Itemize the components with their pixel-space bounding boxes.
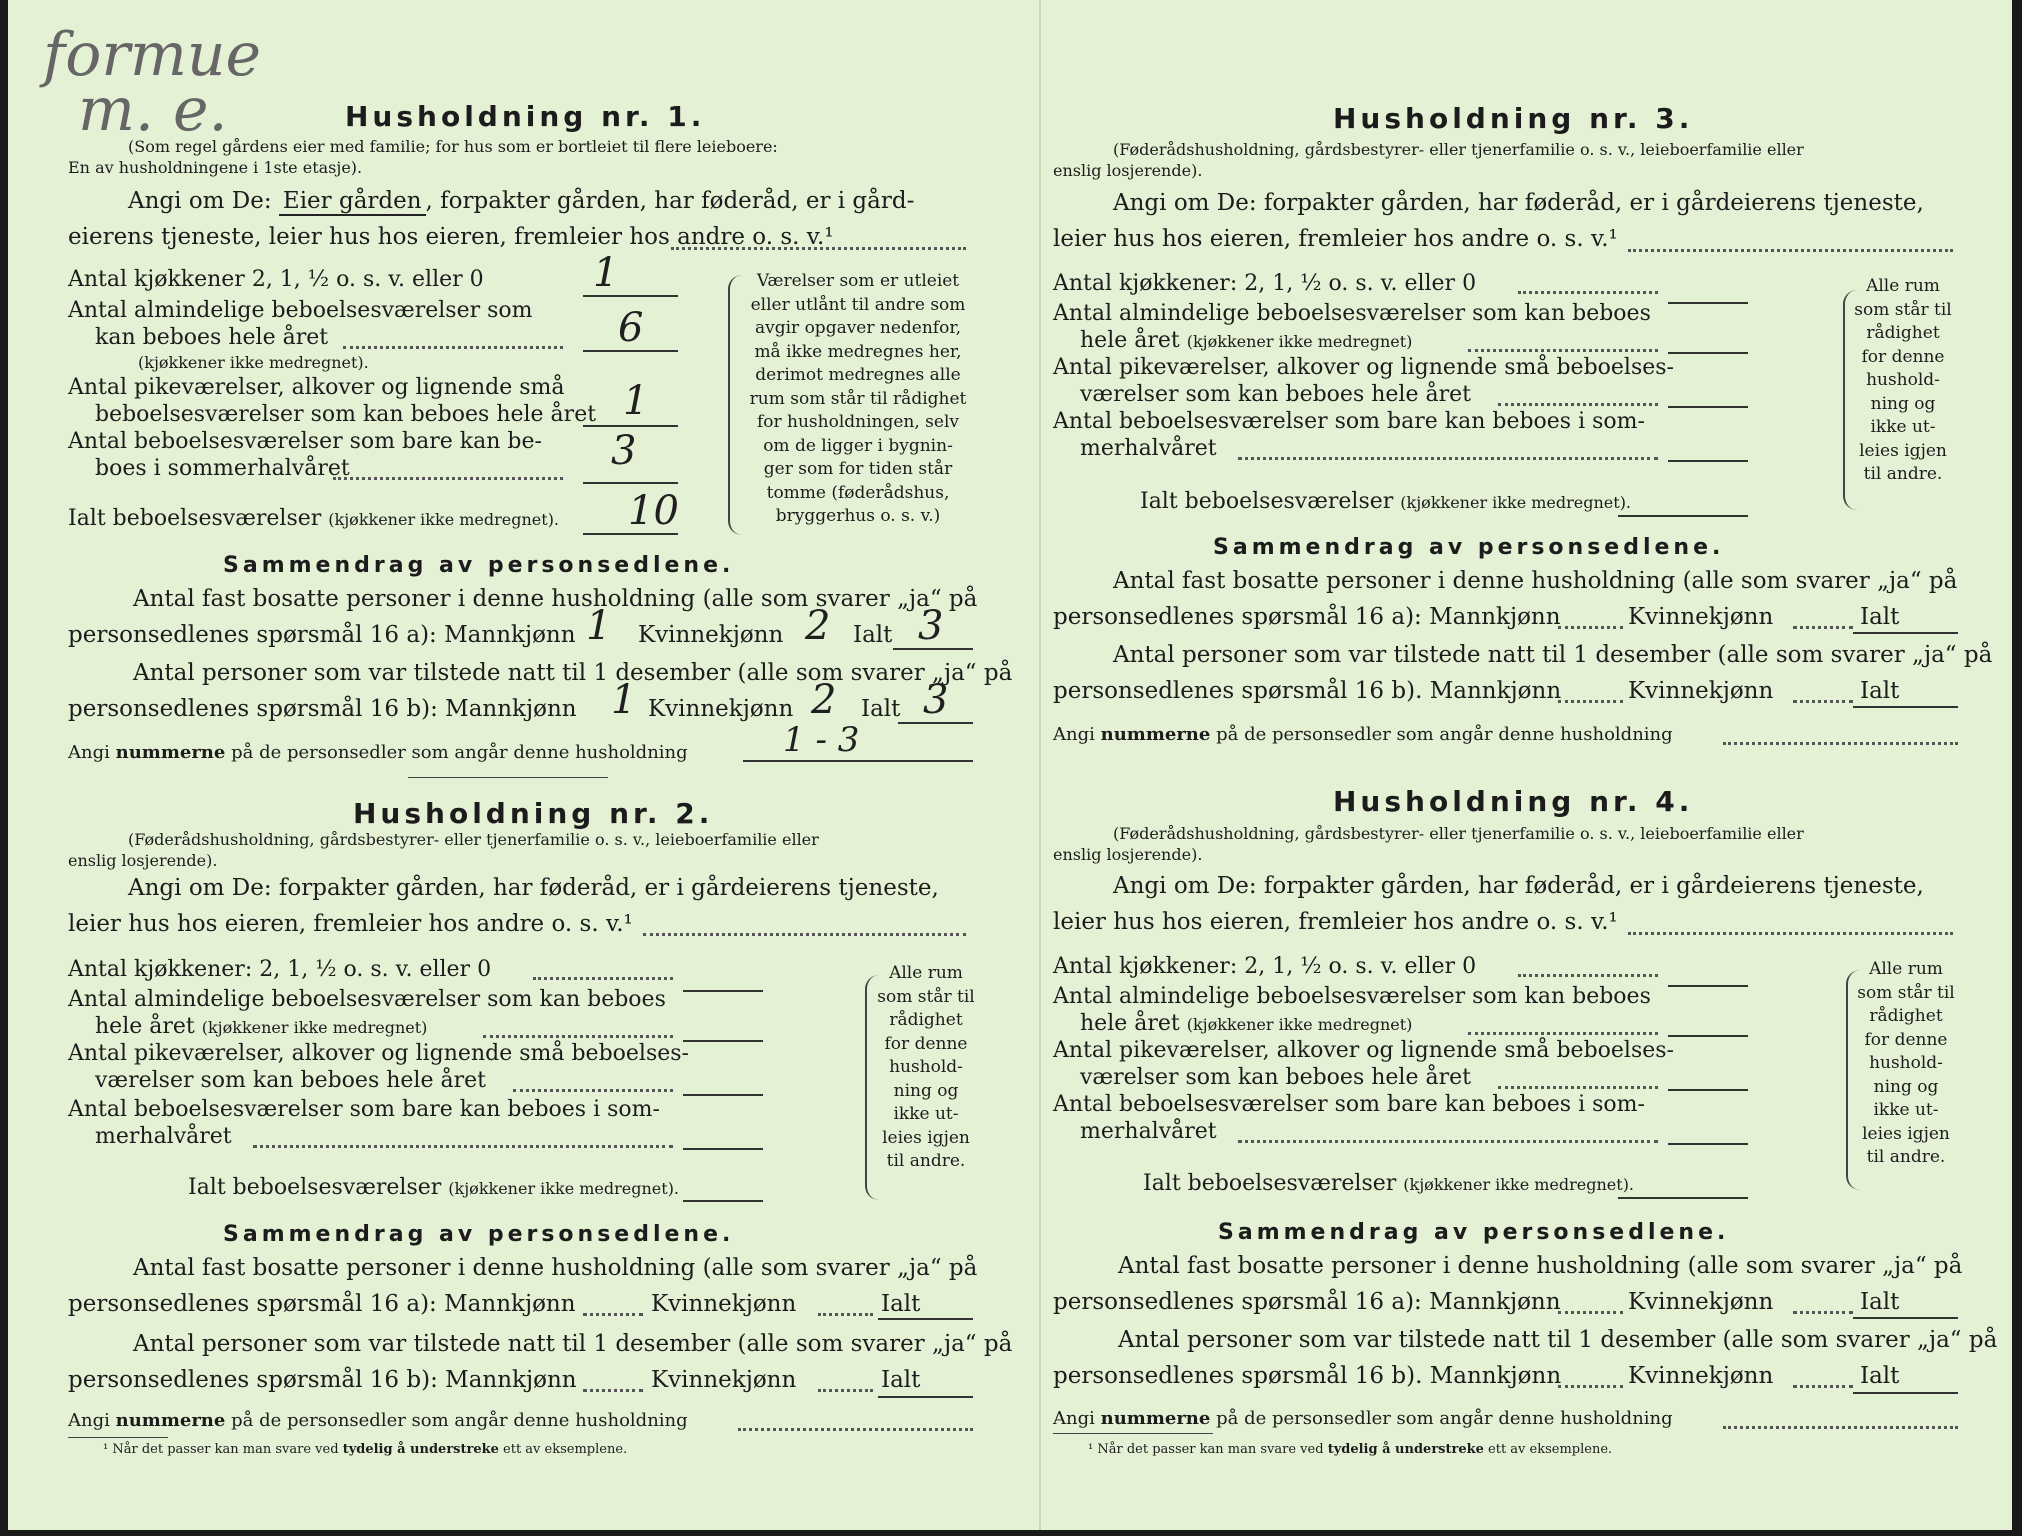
h1-subtitle-2: En av husholdningene i 1ste etasje). bbox=[68, 158, 363, 177]
h2-rooms-label-1: Antal almindelige beboelsesværelser som kan beboes bbox=[68, 987, 666, 1012]
h1-numbers-label: Angi nummerne på de personsedler som angår denne husholdning bbox=[68, 742, 688, 763]
h3-rooms-label-2: hele året (kjøkkener ikke medregnet) bbox=[1080, 328, 1413, 353]
h1-kitchens-label: Antal kjøkkener 2, 1, ½ o. s. v. eller 0 bbox=[68, 267, 484, 292]
h1-16a-total-label: Ialt bbox=[853, 622, 893, 648]
h3-summer-rooms-label-2: merhalvåret bbox=[1080, 436, 1217, 461]
h3-summer-rooms-label-1: Antal beboelsesværelser som bare kan beboes i som- bbox=[1053, 409, 1645, 434]
h2-16b-female-label: Kvinnekjønn bbox=[651, 1367, 797, 1393]
h2-rooms-label-2: hele året (kjøkkener ikke medregnet) bbox=[95, 1014, 428, 1039]
h1-summer-rooms-label-1: Antal beboelsesværelser som bare kan be- bbox=[68, 429, 542, 454]
footnote-right: ¹ Når det passer kan man svare ved tydelig å understreke ett av eksemplene. bbox=[1088, 1442, 1613, 1457]
h3-16b-male-field[interactable] bbox=[1558, 700, 1623, 703]
h3-rooms-label-1: Antal almindelige beboelsesværelser som kan beboes bbox=[1053, 301, 1651, 326]
h4-16a-total-field[interactable] bbox=[1853, 1317, 1958, 1319]
h3-16a-line1: Antal fast bosatte personer i denne husholdning (alle som svarer „ja“ på bbox=[1113, 568, 1958, 594]
h3-kitchens-label: Antal kjøkkener: 2, 1, ½ o. s. v. eller 0 bbox=[1053, 271, 1477, 296]
h4-small-rooms-label-1: Antal pikeværelser, alkover og lignende små beboelses- bbox=[1053, 1038, 1674, 1063]
h4-16b-female-label: Kvinnekjønn bbox=[1628, 1363, 1774, 1389]
h1-total-rooms-label: Ialt beboelsesværelser (kjøkkener ikke medregnet). bbox=[68, 506, 560, 531]
h1-title: Husholdning nr. 1. bbox=[345, 100, 706, 133]
h2-16b-total-label: Ialt bbox=[881, 1367, 921, 1393]
h2-16a-male-field[interactable] bbox=[583, 1313, 643, 1316]
h2-numbers-field[interactable] bbox=[738, 1428, 973, 1431]
h4-subtitle-2: enslig losjerende). bbox=[1053, 845, 1203, 864]
h1-rooms-label-2: kan beboes hele året bbox=[95, 325, 329, 350]
h4-rooms-label-1: Antal almindelige beboelsesværelser som kan beboes bbox=[1053, 984, 1651, 1009]
h3-total-rooms-label: Ialt beboelsesværelser (kjøkkener ikke medregnet). bbox=[1140, 489, 1632, 514]
h3-16a-female-field[interactable] bbox=[1793, 626, 1853, 629]
margin-note-line2: m. e. bbox=[78, 75, 228, 145]
h1-16a-total[interactable]: 3 bbox=[918, 603, 944, 649]
h4-small-rooms-label-2: værelser som kan beboes hele året bbox=[1080, 1065, 1471, 1090]
h3-small-rooms-label-2: værelser som kan beboes hele året bbox=[1080, 382, 1471, 407]
h2-total-rooms-label: Ialt beboelsesværelser (kjøkkener ikke medregnet). bbox=[188, 1175, 680, 1200]
h2-16b-line1: Antal personer som var tilstede natt til 1 desember (alle som svarer „ja“ på bbox=[133, 1331, 1013, 1357]
h3-16b-line2: personsedlenes spørsmål 16 b). Mannkjønn bbox=[1053, 678, 1562, 704]
h3-numbers-field[interactable] bbox=[1723, 742, 1958, 745]
page-fold bbox=[1039, 0, 1041, 1530]
h4-total-rooms-label: Ialt beboelsesværelser (kjøkkener ikke medregnet). bbox=[1143, 1171, 1635, 1196]
h4-16a-total-label: Ialt bbox=[1860, 1289, 1900, 1315]
h1-angi-selected-option[interactable]: Eier gården bbox=[279, 188, 426, 216]
h4-subtitle-1: (Føderådshusholdning, gårdsbestyrer- eller tjenerfamilie o. s. v., leieboerfamilie eller bbox=[1113, 824, 1804, 843]
h3-title: Husholdning nr. 3. bbox=[1333, 102, 1694, 135]
census-form-sheet bbox=[8, 0, 2012, 1530]
h3-16b-total-label: Ialt bbox=[1860, 678, 1900, 704]
h2-side-note: Alle rum som står til rådighet for denne hushold- ning og ikke ut- leies igjen til andre. bbox=[877, 963, 975, 1171]
h4-summary-title: Sammendrag av personsedlene. bbox=[1218, 1220, 1730, 1245]
h2-16a-line1: Antal fast bosatte personer i denne husholdning (alle som svarer „ja“ på bbox=[133, 1255, 978, 1281]
h2-small-rooms-label-1: Antal pikeværelser, alkover og lignende små beboelses- bbox=[68, 1041, 689, 1066]
h1-side-note: Værelser som er utleiet eller utlånt til andre som avgir opgaver nedenfor, må ikke medregnes her, derimot medregnes alle rum som står til rådighet for husholdningen, selv om de ligger i bygnin- ger som for tiden står tomme (føderådshus, bryggerhus o. s. v.) bbox=[749, 271, 967, 526]
h2-16a-female-field[interactable] bbox=[818, 1313, 873, 1316]
h4-angi-line1: Angi om De: forpakter gården, har føderåd, er i gårdeierens tjeneste, bbox=[1113, 873, 1924, 899]
h2-subtitle-1: (Føderådshusholdning, gårdsbestyrer- eller tjenerfamilie o. s. v., leieboerfamilie eller bbox=[128, 830, 819, 849]
h2-title: Husholdning nr. 2. bbox=[353, 797, 714, 830]
h4-angi-line2: leier hus hos eieren, fremleier hos andre o. s. v.¹ bbox=[1053, 909, 1618, 935]
h3-subtitle-1: (Føderådshusholdning, gårdsbestyrer- eller tjenerfamilie o. s. v., leieboerfamilie eller bbox=[1113, 140, 1804, 159]
h1-subtitle-1: (Som regel gårdens eier med familie; for hus som er bortleiet til flere leieboere: bbox=[128, 137, 778, 156]
h3-subtitle-2: enslig losjerende). bbox=[1053, 161, 1203, 180]
h3-16a-male-field[interactable] bbox=[1558, 626, 1623, 629]
h3-side-note: Alle rum som står til rådighet for denne hushold- ning og ikke ut- leies igjen til andre. bbox=[1854, 276, 1952, 484]
h3-angi-line1: Angi om De: forpakter gården, har føderåd, er i gårdeierens tjeneste, bbox=[1113, 190, 1924, 216]
h2-numbers-label: Angi nummerne på de personsedler som angår denne husholdning bbox=[68, 1410, 688, 1431]
h3-16b-female-field[interactable] bbox=[1793, 700, 1853, 703]
h3-small-rooms-label-1: Antal pikeværelser, alkover og lignende små beboelses- bbox=[1053, 355, 1674, 380]
margin-note-line1: formue bbox=[43, 20, 262, 90]
h2-subtitle-2: enslig losjerende). bbox=[68, 851, 218, 870]
footnote-left: ¹ Når det passer kan man svare ved tydelig å understreke ett av eksemplene. bbox=[103, 1442, 628, 1457]
h2-16a-female-label: Kvinnekjønn bbox=[651, 1291, 797, 1317]
h1-16b-total[interactable]: 3 bbox=[923, 677, 949, 723]
h2-summer-rooms-label-2: merhalvåret bbox=[95, 1124, 232, 1149]
h4-16b-total-label: Ialt bbox=[1860, 1363, 1900, 1389]
h2-summer-rooms-label-1: Antal beboelsesværelser som bare kan beboes i som- bbox=[68, 1097, 660, 1122]
h1-kitchens-value[interactable]: 1 bbox=[593, 250, 619, 296]
h4-16b-line1: Antal personer som var tilstede natt til 1 desember (alle som svarer „ja“ på bbox=[1118, 1327, 1998, 1353]
h3-16a-female-label: Kvinnekjønn bbox=[1628, 604, 1774, 630]
h1-16a-female[interactable]: 2 bbox=[805, 603, 831, 649]
right-page bbox=[1048, 0, 1998, 1530]
h4-rooms-label-2: hele året (kjøkkener ikke medregnet) bbox=[1080, 1011, 1413, 1036]
h1-rooms-value[interactable]: 6 bbox=[618, 305, 644, 351]
h3-summary-title: Sammendrag av personsedlene. bbox=[1213, 535, 1725, 560]
h2-angi-line1: Angi om De: forpakter gården, har føderåd, er i gårdeierens tjeneste, bbox=[128, 875, 939, 901]
h1-summer-rooms-value[interactable]: 3 bbox=[611, 428, 637, 474]
h2-summary-title: Sammendrag av personsedlene. bbox=[223, 1222, 735, 1247]
h1-16b-line1: Antal personer som var tilstede natt til 1 desember (alle som svarer „ja“ på bbox=[133, 660, 1013, 686]
h2-16a-total-field[interactable] bbox=[878, 1318, 973, 1320]
h2-16b-female-field[interactable] bbox=[818, 1389, 873, 1392]
h4-numbers-label: Angi nummerne på de personsedler som angår denne husholdning bbox=[1053, 1408, 1673, 1429]
h1-16b-female[interactable]: 2 bbox=[811, 677, 837, 723]
h1-angi-line1 bbox=[128, 188, 914, 214]
h1-small-rooms-value[interactable]: 1 bbox=[623, 378, 649, 424]
h3-16b-female-label: Kvinnekjønn bbox=[1628, 678, 1774, 704]
h1-total-rooms-value[interactable]: 10 bbox=[628, 488, 679, 534]
h4-16a-male-field[interactable] bbox=[1558, 1311, 1623, 1314]
h2-16a-total-label: Ialt bbox=[881, 1291, 921, 1317]
h3-16b-total-field[interactable] bbox=[1853, 706, 1958, 708]
h4-16b-female-field[interactable] bbox=[1793, 1385, 1853, 1388]
h3-16a-line2: personsedlenes spørsmål 16 a): Mannkjønn bbox=[1053, 604, 1561, 630]
h4-16a-female-field[interactable] bbox=[1793, 1311, 1853, 1314]
h2-16a-line2: personsedlenes spørsmål 16 a): Mannkjønn bbox=[68, 1291, 576, 1317]
h4-summer-rooms-label-1: Antal beboelsesværelser som bare kan beboes i som- bbox=[1053, 1092, 1645, 1117]
h2-small-rooms-label-2: værelser som kan beboes hele året bbox=[95, 1068, 486, 1093]
h1-small-rooms-label-1: Antal pikeværelser, alkover og lignende små bbox=[68, 375, 565, 400]
h3-16b-line1: Antal personer som var tilstede natt til 1 desember (alle som svarer „ja“ på bbox=[1113, 642, 1993, 668]
h4-16a-female-label: Kvinnekjønn bbox=[1628, 1289, 1774, 1315]
h1-angi-prefix: Angi om De: bbox=[128, 188, 272, 214]
h2-16b-total-field[interactable] bbox=[878, 1396, 973, 1398]
h4-summer-rooms-label-2: merhalvåret bbox=[1080, 1119, 1217, 1144]
h1-rooms-label-1: Antal almindelige beboelsesværelser som bbox=[68, 298, 533, 323]
h1-rooms-note: (kjøkkener ikke medregnet). bbox=[138, 353, 369, 372]
h1-16a-line1: Antal fast bosatte personer i denne husholdning (alle som svarer „ja“ på bbox=[133, 586, 978, 612]
h4-16b-total-field[interactable] bbox=[1853, 1392, 1958, 1394]
h1-angi-line2: eierens tjeneste, leier hus hos eieren, fremleier hos andre o. s. v.¹ bbox=[68, 224, 834, 250]
h1-small-rooms-label-2: beboelsesværelser som kan beboes hele året bbox=[95, 402, 597, 427]
h4-16b-line2: personsedlenes spørsmål 16 b). Mannkjønn bbox=[1053, 1363, 1562, 1389]
h1-16a-line2: personsedlenes spørsmål 16 a): Mannkjønn bbox=[68, 622, 576, 648]
h4-kitchens-label: Antal kjøkkener: 2, 1, ½ o. s. v. eller 0 bbox=[1053, 954, 1477, 979]
h4-title: Husholdning nr. 4. bbox=[1333, 785, 1694, 818]
h1-summer-rooms-label-2: boes i sommerhalvåret bbox=[95, 456, 350, 481]
h1-16a-female-label: Kvinnekjønn bbox=[638, 622, 784, 648]
h3-angi-line2: leier hus hos eieren, fremleier hos andre o. s. v.¹ bbox=[1053, 226, 1618, 252]
h1-angi-rest: , forpakter gården, har føderåd, er i gård- bbox=[425, 188, 915, 214]
h1-16b-line2: personsedlenes spørsmål 16 b): Mannkjønn bbox=[68, 696, 577, 722]
h4-16a-line1: Antal fast bosatte personer i denne husholdning (alle som svarer „ja“ på bbox=[1118, 1253, 1963, 1279]
h2-kitchens-label: Antal kjøkkener: 2, 1, ½ o. s. v. eller 0 bbox=[68, 957, 492, 982]
h1-16b-female-label: Kvinnekjønn bbox=[648, 696, 794, 722]
h4-side-note: Alle rum som står til rådighet for denne hushold- ning og ikke ut- leies igjen til andre. bbox=[1857, 959, 1955, 1167]
h2-16b-line2: personsedlenes spørsmål 16 b): Mannkjønn bbox=[68, 1367, 577, 1393]
h1-16b-male[interactable]: 1 bbox=[611, 677, 637, 723]
h2-16b-male-field[interactable] bbox=[583, 1389, 643, 1392]
h3-16a-total-label: Ialt bbox=[1860, 604, 1900, 630]
h4-16a-line2: personsedlenes spørsmål 16 a): Mannkjønn bbox=[1053, 1289, 1561, 1315]
h2-angi-line2: leier hus hos eieren, fremleier hos andre o. s. v.¹ bbox=[68, 911, 633, 937]
h1-16b-total-label: Ialt bbox=[861, 696, 901, 722]
h1-numbers-value[interactable]: 1 - 3 bbox=[783, 720, 860, 760]
left-page bbox=[43, 0, 1013, 1530]
h3-16a-total-field[interactable] bbox=[1853, 632, 1958, 634]
h3-numbers-label: Angi nummerne på de personsedler som angår denne husholdning bbox=[1053, 724, 1673, 745]
h1-summary-title: Sammendrag av personsedlene. bbox=[223, 553, 735, 578]
h4-numbers-field[interactable] bbox=[1723, 1426, 1958, 1429]
h1-brace bbox=[728, 275, 742, 535]
h1-16a-male[interactable]: 1 bbox=[586, 603, 612, 649]
h4-16b-male-field[interactable] bbox=[1558, 1385, 1623, 1388]
